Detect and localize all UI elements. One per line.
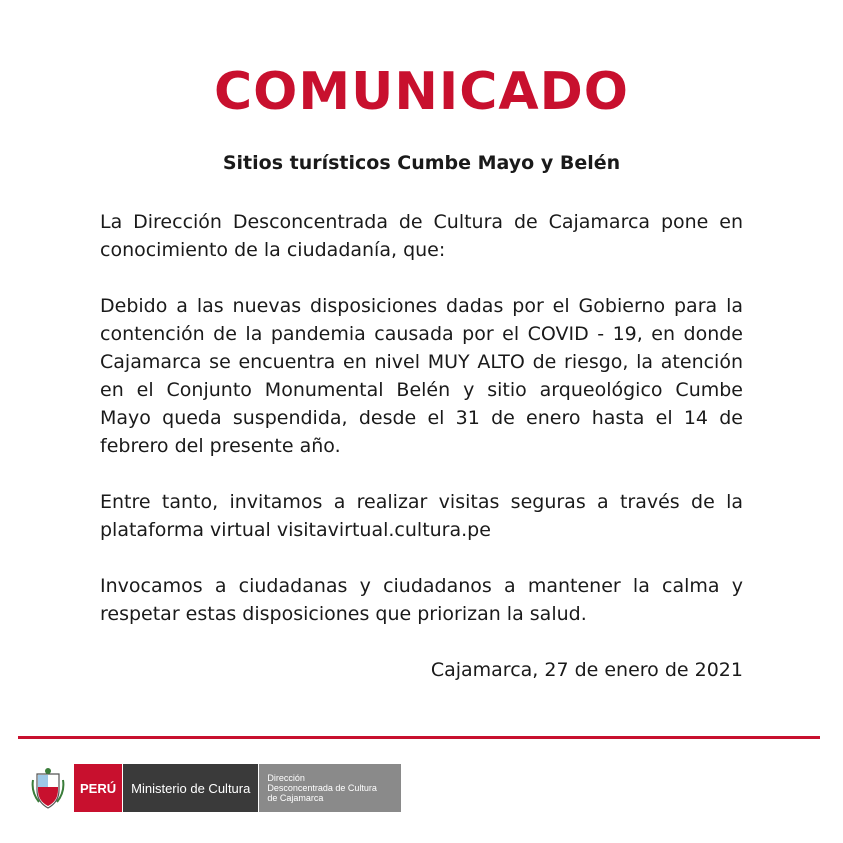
paragraph-call-to-calm: Invocamos a ciudadanas y ciudadanos a mantener la calma y respetar estas disposiciones que priorizan la salud. [100,575,743,625]
ministry-label: Ministerio de Cultura [122,764,258,812]
paragraph-virtual-visit: Entre tanto, invitamos a realizar visitas seguras a través de la plataforma virtual visitavirtual.cultura.pe [100,491,743,541]
paragraph-announcement: Debido a las nuevas disposiciones dadas por el Gobierno para la contención de la pandemia causada por el COVID - 19, en donde Cajamarca se encuentra en nivel MUY ALTO de riesgo, la atención en el Conjunto Monumental Belén y sitio arqueológico Cumbe Mayo queda suspendida, desde el 31 de enero hasta el 14 de febrero del presente año. [100,295,743,457]
direccion-line: Desconcentrada de Cultura [267,783,377,793]
direccion-line: de Cajamarca [267,793,324,803]
divider-rule [18,736,820,739]
direccion-label [258,764,401,812]
page-subtitle: Sitios turísticos Cumbe Mayo y Belén [222,152,621,174]
footer-logo-bar [30,764,401,812]
paragraph-intro: La Dirección Desconcentrada de Cultura de Cajamarca pone en conocimiento de la ciudadanía, que: [100,211,743,261]
peru-label: PERÚ [74,764,122,812]
date-signature: Cajamarca, 27 de enero de 2021 [430,659,743,681]
peru-coat-of-arms-icon [30,764,66,812]
page-title: COMUNICADO [214,62,629,122]
direccion-line: Dirección [267,773,305,783]
communique-body [100,208,743,712]
